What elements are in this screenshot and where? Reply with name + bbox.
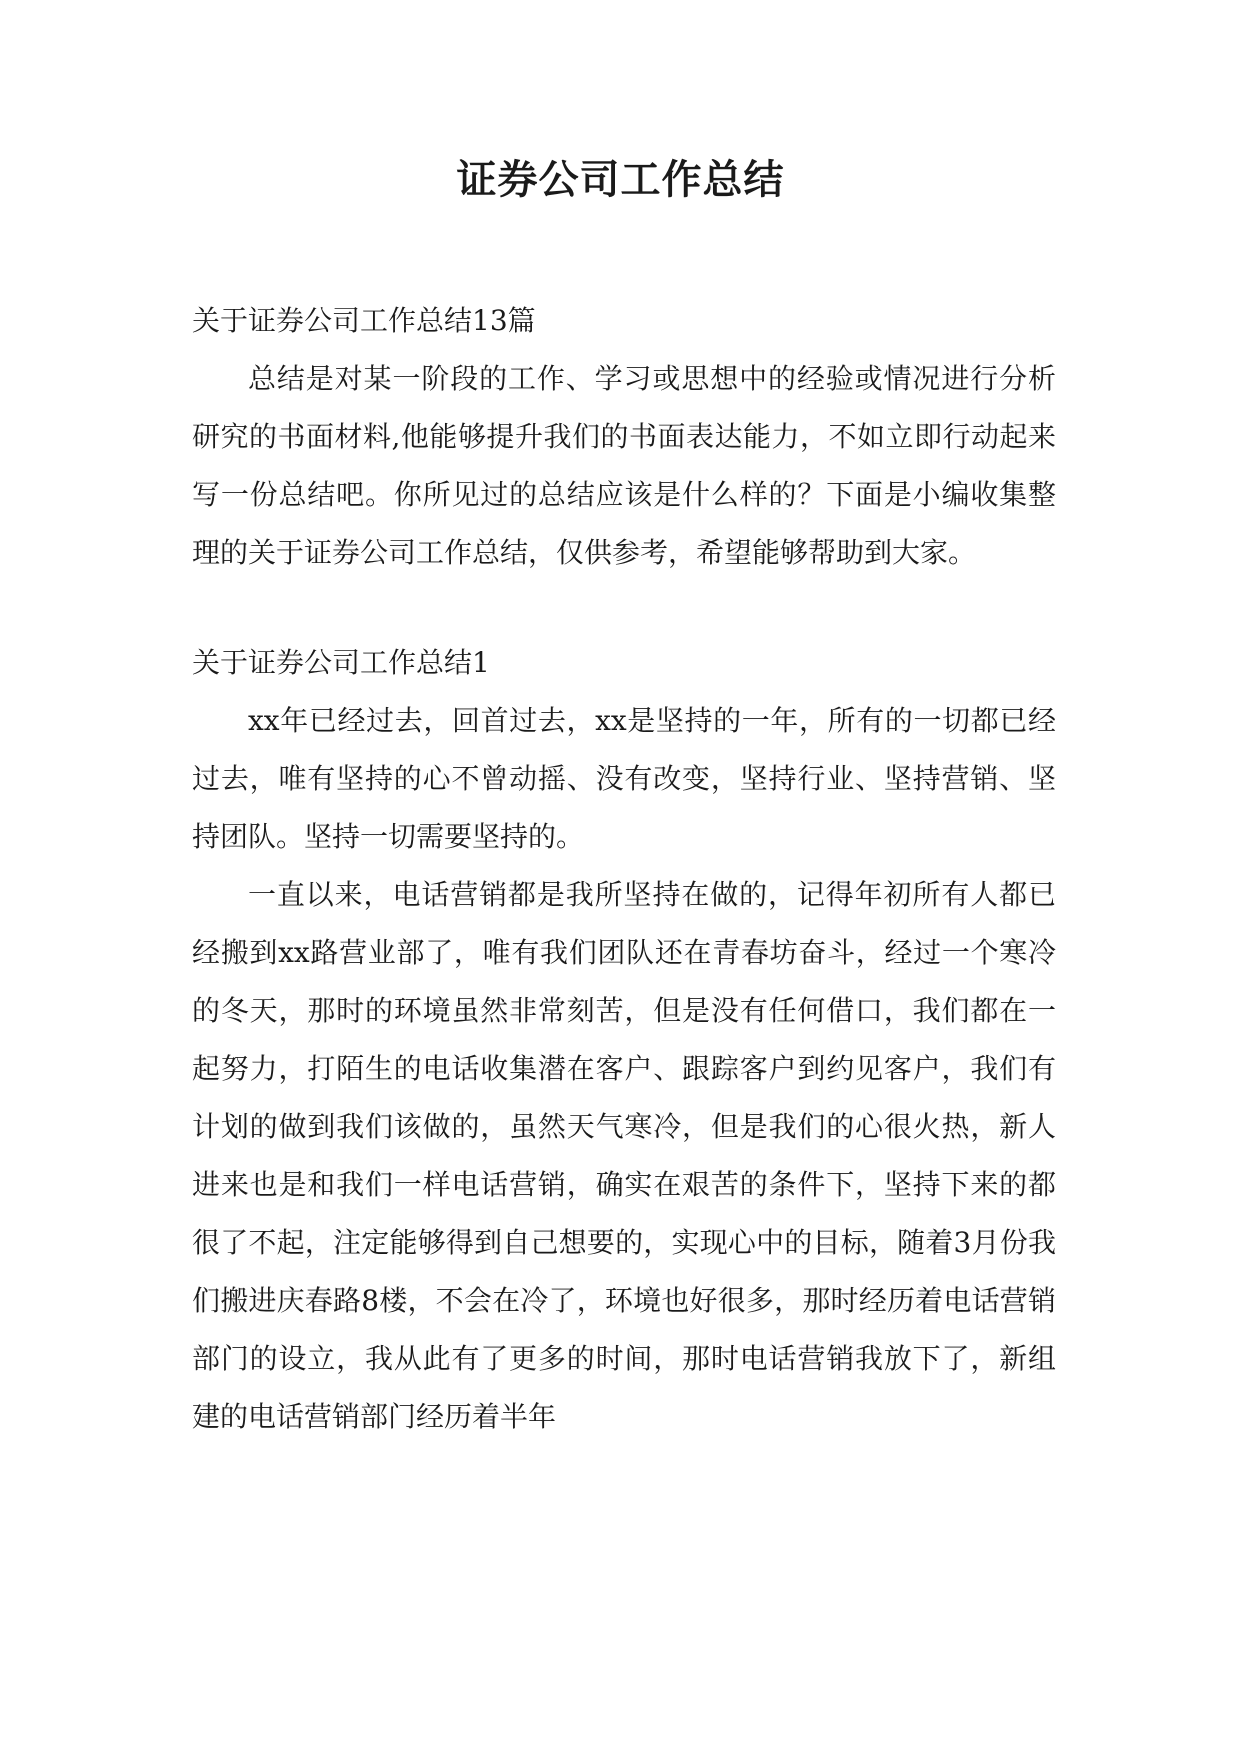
section-paragraph-1: xx年已经过去，回首过去，xx是坚持的一年，所有的一切都已经过去，唯有坚持的心不曾动摇、没有改变，坚持行业、坚持营销、坚持团队。坚持一切需要坚持的。 [192, 704, 1056, 853]
page-title: 证券公司工作总结 [456, 156, 785, 203]
section-paragraph-2: 一直以来，电话营销都是我所坚持在做的，记得年初所有人都已经搬到xx路营业部了，唯有我们团队还在青春坊奋斗，经过一个寒冷的冬天，那时的环境虽然非常刻苦，但是没有任何借口，我们都在一起努力，打陌生的电话收集潜在客户、跟踪客户到约见客户，我们有计划的做到我们该做的，虽然天气寒冷，但是我们的心很火热，新人进来也是和我们一样电话营销，确实在艰苦的条件下，坚持下来的都很了不起，注定能够得到自己想要的，实现心中的目标，随着3月份我们搬进庆春路8楼，不会在冷了，环境也好很多，那时经历着电话营销部门的设立，我从此有了更多的时间，那时电话营销我放下了，新组建的电话营销部门经历着半年 [192, 878, 1056, 1433]
document-body [192, 292, 1056, 1446]
section-heading: 关于证券公司工作总结1 [192, 646, 490, 679]
intro-heading: 关于证券公司工作总结13篇 [192, 304, 536, 337]
intro-paragraph: 总结是对某一阶段的工作、学习或思想中的经验或情况进行分析研究的书面材料,他能够提升我们的书面表达能力，不如立即行动起来写一份总结吧。你所见过的总结应该是什么样的？下面是小编收集整理的关于证券公司工作总结，仅供参考，希望能够帮助到大家。 [192, 362, 1056, 569]
section-spacer [192, 582, 1056, 634]
